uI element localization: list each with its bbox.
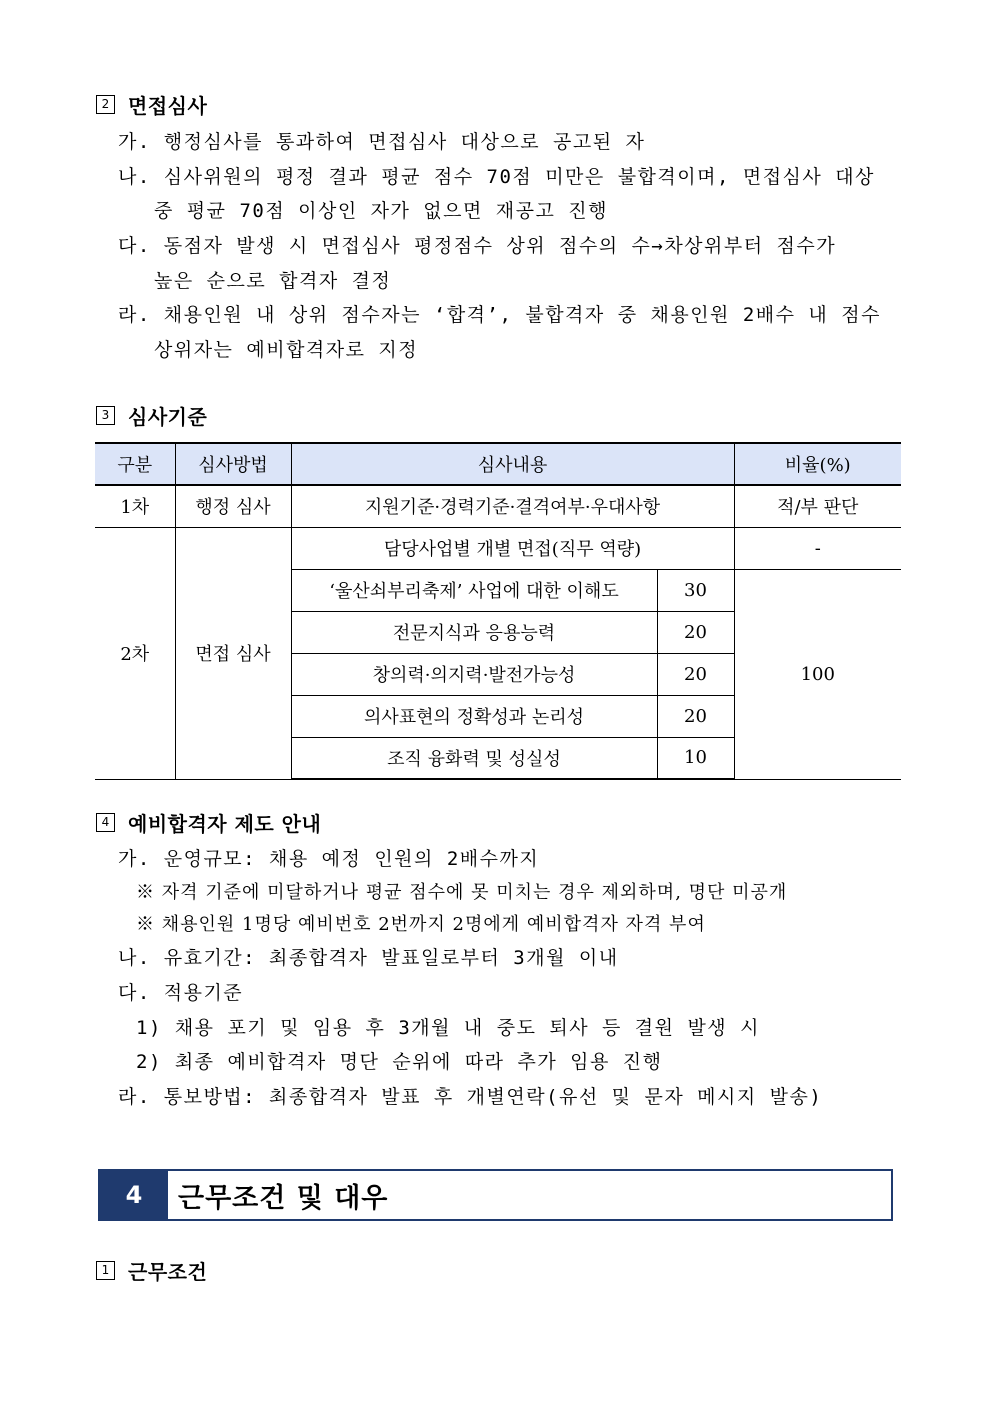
cell-score: 20 <box>657 653 734 695</box>
section-heading-criteria <box>96 402 207 428</box>
cell-method: 행정 심사 <box>175 485 291 527</box>
section-title: 근무조건 <box>128 1259 208 1284</box>
cell-score: 20 <box>657 611 734 653</box>
cell-score: 10 <box>657 737 734 779</box>
header-stage: 구분 <box>95 443 175 485</box>
section-heading-conditions <box>96 1257 207 1283</box>
list-item: 다. 적용기준 <box>118 982 244 1004</box>
header-method: 심사방법 <box>175 443 291 485</box>
section-number-box: 1 <box>96 1261 115 1280</box>
section-number-box: 2 <box>96 95 115 114</box>
cell-stage: 1차 <box>95 485 175 527</box>
list-item-continued: 중 평균 70점 이상인 자가 없으면 재공고 진행 <box>154 200 608 222</box>
criteria-table <box>95 442 901 780</box>
list-item: 나. 유효기간: 최종합격자 발표일로부터 3개월 이내 <box>118 947 619 969</box>
cell-score: 30 <box>657 569 734 611</box>
section-heading-interview <box>96 91 207 117</box>
sub-item: 2) 최종 예비합격자 명단 순위에 따라 추가 임용 진행 <box>136 1051 663 1073</box>
chapter-banner <box>98 1169 893 1221</box>
cell-criterion: ‘울산쇠부리축제’ 사업에 대한 이해도 <box>291 569 657 611</box>
section-title: 면접심사 <box>128 93 208 118</box>
list-item: 가. 운영규모: 채용 예정 인원의 2배수까지 <box>118 848 540 870</box>
section-title: 예비합격자 제도 안내 <box>128 811 322 836</box>
cell-content: 지원기준·경력기준·결격여부·우대사항 <box>291 485 734 527</box>
list-item: 다. 동점자 발생 시 면접심사 평정점수 상위 점수의 수→차상위부터 점수가 <box>118 235 837 257</box>
table-row <box>95 527 901 569</box>
list-item-continued: 높은 순으로 합격자 결정 <box>154 270 392 292</box>
sub-item: 1) 채용 포기 및 임용 후 3개월 내 중도 퇴사 등 결원 발생 시 <box>136 1017 760 1039</box>
cell-criterion: 창의력·의지력·발전가능성 <box>291 653 657 695</box>
list-item: 라. 통보방법: 최종합격자 발표 후 개별연락(유선 및 문자 메시지 발송) <box>118 1086 823 1108</box>
cell-criterion: 의사표현의 정확성과 논리성 <box>291 695 657 737</box>
chapter-title: 근무조건 및 대우 <box>178 1182 389 1214</box>
cell-content: 담당사업별 개별 면접(직무 역량) <box>291 527 734 569</box>
section-title: 심사기준 <box>128 404 208 429</box>
cell-stage: 2차 <box>95 527 175 779</box>
cell-ratio: - <box>734 527 901 569</box>
chapter-number: 4 <box>100 1171 168 1219</box>
list-item: 가. 행정심사를 통과하여 면접심사 대상으로 공고된 자 <box>118 131 646 153</box>
header-content: 심사내용 <box>291 443 734 485</box>
table-row <box>95 485 901 527</box>
header-ratio: 비율(%) <box>734 443 901 485</box>
cell-ratio: 적/부 판단 <box>734 485 901 527</box>
list-item-continued: 상위자는 예비합격자로 지정 <box>154 339 419 361</box>
note-item: ※ 채용인원 1명당 예비번호 2번까지 2명에게 예비합격자 자격 부여 <box>136 914 706 935</box>
cell-criterion: 조직 융화력 및 성실성 <box>291 737 657 779</box>
note-item: ※ 자격 기준에 미달하거나 평균 점수에 못 미치는 경우 제외하며, 명단 미공개 <box>136 882 788 903</box>
list-item: 라. 채용인원 내 상위 점수자는 ‘합격’, 불합격자 중 채용인원 2배수 내 점수 <box>118 304 881 326</box>
cell-method: 면접 심사 <box>175 527 291 779</box>
section-heading-reserve <box>96 809 321 835</box>
section-number-box: 3 <box>96 406 115 425</box>
cell-criterion: 전문지식과 응용능력 <box>291 611 657 653</box>
cell-score: 20 <box>657 695 734 737</box>
section-number-box: 4 <box>96 813 115 832</box>
list-item: 나. 심사위원의 평정 결과 평균 점수 70점 미만은 불합격이며, 면접심사 대상 <box>118 166 875 188</box>
cell-total-ratio: 100 <box>734 569 901 779</box>
